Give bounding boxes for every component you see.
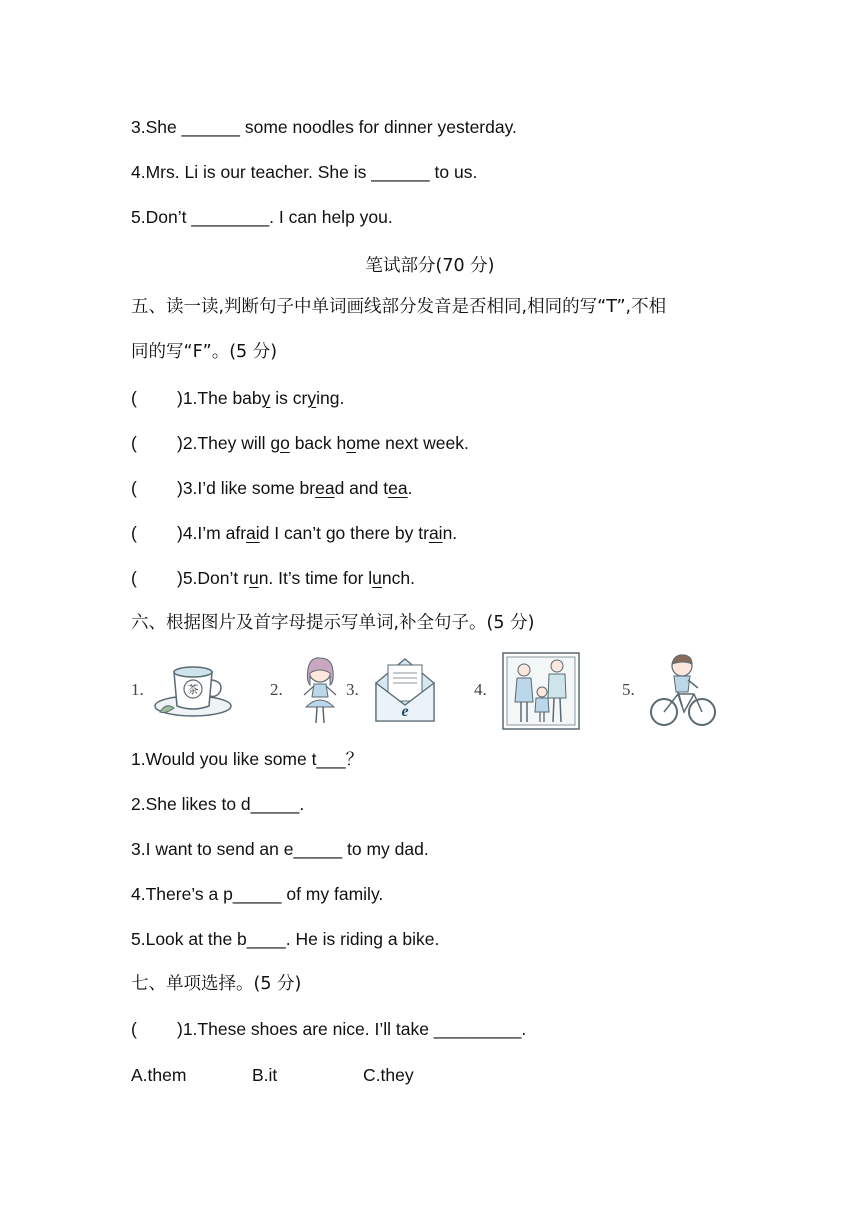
email-envelope-icon [374, 657, 436, 723]
pronunciation-item-5: ( )5.Don’t run. It’s time for lunch. [131, 568, 415, 588]
family-photo-icon [502, 652, 580, 730]
picture-sentence-2: 2.She likes to d_____. [131, 794, 305, 814]
boy-riding-bike-icon [648, 652, 718, 730]
picture-number-2: 2. [270, 680, 283, 699]
pronunciation-item-4: ( )4.I’m afraid I can’t go there by train. [131, 523, 458, 543]
picture-sentence-4: 4.There’s a p_____ of my family. [131, 884, 384, 904]
option-a: A.them [131, 1065, 187, 1085]
sentence-3: 3.She ______ some noodles for dinner yesterday. [131, 117, 517, 137]
pronunciation-item-1: ( )1.The baby is crying. [131, 388, 345, 408]
section-6-title: 六、根据图片及首字母提示写单词,补全句子。(5 分) [131, 613, 535, 633]
email-letter-e: e [401, 703, 409, 720]
picture-sentence-1: 1.Would you like some t___？ [131, 749, 364, 769]
pronunciation-item-3: ( )3.I’d like some bread and tea. [131, 478, 413, 498]
option-c: C.they [363, 1065, 414, 1085]
section-5-title-line2: 同的写“F”。(5 分) [131, 342, 278, 362]
section-7-title: 七、单项选择。(5 分) [131, 974, 302, 994]
picture-number-5: 5. [622, 680, 635, 699]
picture-number-3: 3. [346, 680, 359, 699]
sentence-5: 5.Don’t ________. I can help you. [131, 207, 393, 227]
section-5-title-line1: 五、读一读,判断句子中单词画线部分发音是否相同,相同的写“T”,不相 [131, 297, 667, 317]
picture-number-4: 4. [474, 680, 487, 699]
dancing-girl-icon [296, 655, 344, 729]
tea-cup-icon [152, 660, 234, 720]
picture-number-1: 1. [131, 680, 144, 699]
option-b: B.it [252, 1065, 278, 1085]
sentence-4: 4.Mrs. Li is our teacher. She is ______ to us. [131, 162, 478, 182]
choice-options [131, 1064, 414, 1086]
pronunciation-item-2: ( )2.They will go back home next week. [131, 433, 469, 453]
picture-sentence-3: 3.I want to send an e_____ to my dad. [131, 839, 429, 859]
written-part-title: 笔试部分(70 分) [365, 256, 495, 276]
choice-question-1: ( )1.These shoes are nice. I’ll take _________. [131, 1019, 527, 1039]
picture-sentence-5: 5.Look at the b____. He is riding a bike. [131, 929, 440, 949]
tea-character: 茶 [187, 683, 199, 696]
